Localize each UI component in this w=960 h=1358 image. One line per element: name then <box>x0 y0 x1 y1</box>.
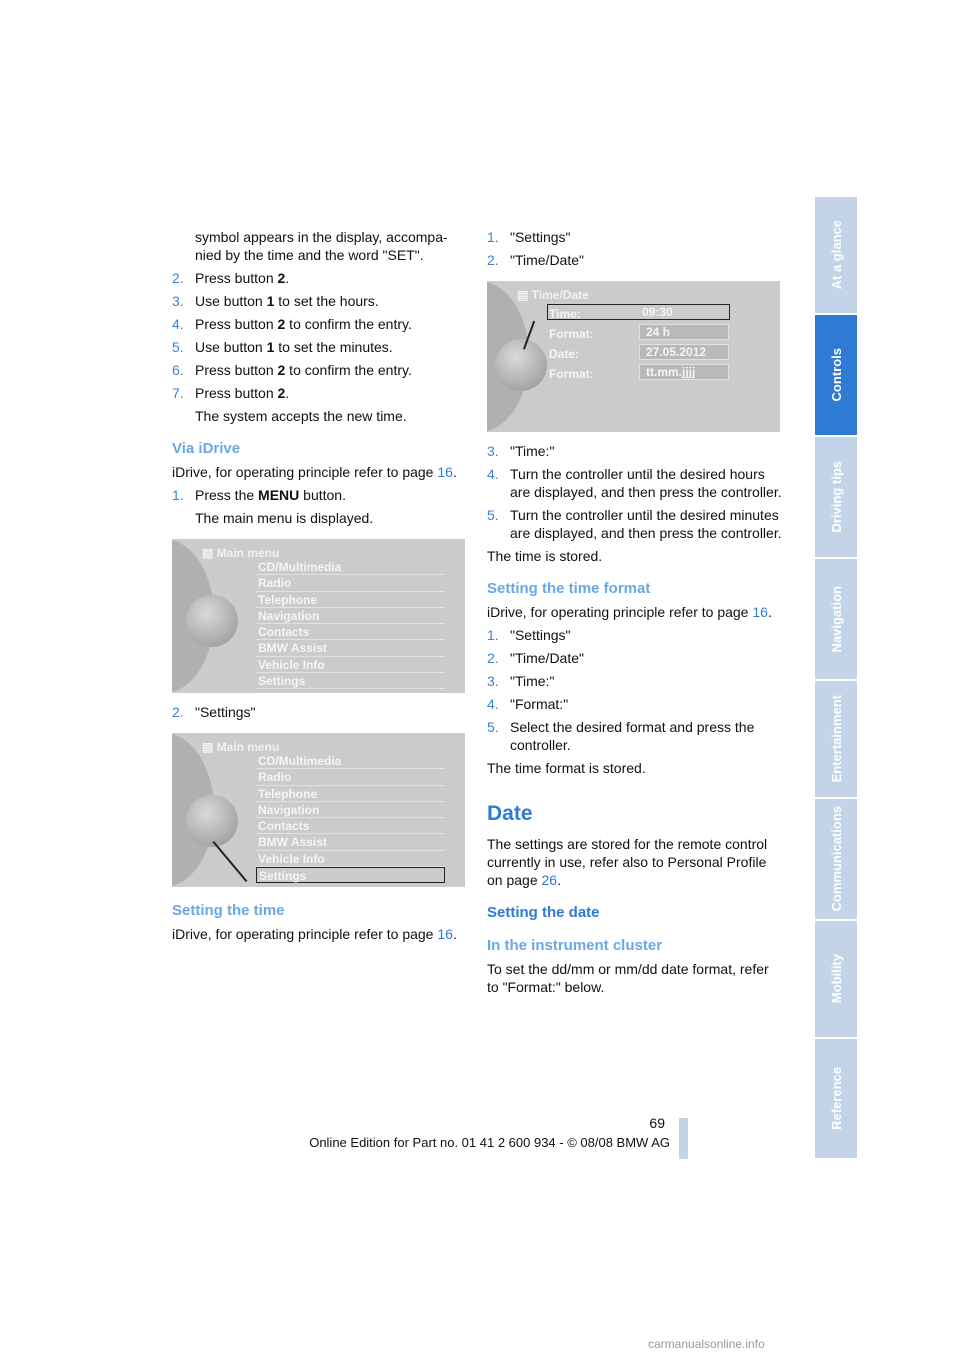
step-item <box>172 338 468 356</box>
format-stored-text: The time format is stored. <box>487 760 646 776</box>
setting-label: Format: <box>549 367 594 381</box>
page-link-16[interactable]: 16 <box>752 604 768 620</box>
step-text-pre: Press button <box>195 362 278 378</box>
sidebar-tab-reference[interactable] <box>815 1039 857 1160</box>
step-number: 2. <box>487 650 499 666</box>
step-text: "Time:" <box>510 443 555 459</box>
step7-continuation: The system accepts the new time. <box>195 408 407 424</box>
page-number: 69 <box>649 1115 665 1131</box>
step-text: Select the desired format and press the controller. <box>510 719 755 753</box>
setting-time-heading: Setting the time <box>172 902 285 919</box>
step-number: 3. <box>487 443 499 459</box>
instrument-cluster-text: To set the dd/mm or mm/dd date format, refer to "Format:" below. <box>487 961 769 995</box>
via-idrive-text: iDrive, for operating principle refer to page 16. <box>172 464 457 480</box>
right-column <box>487 228 782 1001</box>
step-item <box>487 672 782 690</box>
step-item <box>172 361 468 379</box>
watermark: carmanualsonline.info <box>648 1337 765 1351</box>
steps-list-format <box>487 626 782 754</box>
step-text: "Format:" <box>510 696 569 712</box>
section-sidebar <box>815 197 857 1160</box>
sidebar-tab-entertainment[interactable] <box>815 681 857 799</box>
button-number: 2 <box>277 385 286 401</box>
step-text <box>195 292 468 310</box>
step-text: "Time:" <box>510 673 555 689</box>
step-number: 4. <box>487 466 499 482</box>
step-text-post: to confirm the entry. <box>285 316 412 332</box>
step-text: Press the MENU button. <box>195 487 346 503</box>
step-text-post: . <box>285 385 290 401</box>
step-number: 1. <box>172 487 184 503</box>
setting-value: 24 h <box>639 324 729 340</box>
footer-text: Online Edition for Part no. 01 41 2 600 934 - © 08/08 BMW AG <box>309 1135 670 1150</box>
menu-item: Radio <box>256 575 445 591</box>
menu-item: Telephone <box>256 786 445 802</box>
setting-label: Time: <box>549 307 581 321</box>
step-text <box>195 384 468 402</box>
controller-knob-icon <box>186 595 238 647</box>
button-number: 2 <box>277 362 286 378</box>
menu-item: Navigation <box>256 608 445 624</box>
step-text-post: to confirm the entry. <box>285 362 412 378</box>
setting-value: 09:30 <box>547 304 730 320</box>
menu-item: Contacts <box>256 818 445 834</box>
menu-item: Navigation <box>256 802 445 818</box>
step-number: 3. <box>172 293 184 309</box>
menu-items <box>256 753 445 883</box>
gear-icon <box>186 795 238 847</box>
setting-value: 27.05.2012 <box>639 344 729 360</box>
step-text: Turn the controller until the desired hours are displayed, and then press the controller. <box>510 466 782 500</box>
menu-item: CD/Multimedia <box>256 753 445 769</box>
button-number: 1 <box>266 293 275 309</box>
step-item <box>487 718 782 754</box>
sidebar-tab-label: Driving tips <box>828 461 844 533</box>
step-item <box>487 626 782 644</box>
step-item <box>172 292 468 310</box>
menu-item: Settings <box>256 673 445 689</box>
step-text-pre: Press button <box>195 385 278 401</box>
time-stored-text: The time is stored. <box>487 548 603 564</box>
setting-label: Format: <box>549 327 594 341</box>
step-item <box>487 465 782 501</box>
menu-item: BMW Assist <box>256 834 445 850</box>
step-text-pre: Press button <box>195 316 278 332</box>
step-text <box>195 338 468 356</box>
step-item <box>172 269 468 287</box>
screen-title: ▤ Main menu <box>202 546 280 560</box>
step-press-menu <box>172 486 468 504</box>
menu-item: BMW Assist <box>256 640 445 656</box>
sidebar-tab-label: Reference <box>828 1067 844 1130</box>
step-text: "Time/Date" <box>510 650 584 666</box>
step-number: 6. <box>172 362 184 378</box>
step-number: 7. <box>172 385 184 401</box>
step-number: 5. <box>487 507 499 523</box>
step-text <box>195 269 468 287</box>
sidebar-tab-navigation[interactable] <box>815 559 857 681</box>
step-number: 5. <box>487 719 499 735</box>
step-number: 3. <box>487 673 499 689</box>
menu-item: Contacts <box>256 624 445 640</box>
step-item <box>487 649 782 667</box>
step-text: Turn the controller until the desired minutes are displayed, and then press the controller. <box>510 507 782 541</box>
step-text-post: to set the hours. <box>274 293 379 309</box>
step-text: "Time/Date" <box>510 252 584 268</box>
step-text <box>195 315 468 333</box>
step-text: "Settings" <box>510 627 571 643</box>
step-number: 4. <box>487 696 499 712</box>
sidebar-tab-label: At a glance <box>828 220 844 290</box>
step-item <box>487 251 782 269</box>
pointer-line <box>212 841 247 882</box>
time-date-screenshot <box>487 281 780 432</box>
screen-title: ▤ Main menu <box>202 740 280 754</box>
step-text-pre: Use button <box>195 339 267 355</box>
via-idrive-heading: Via iDrive <box>172 440 241 457</box>
step-text-pre: Use button <box>195 293 267 309</box>
sidebar-tab-label: Communications <box>828 806 844 912</box>
sidebar-tab-controls[interactable] <box>815 315 857 437</box>
setting-label: Date: <box>549 347 580 361</box>
sidebar-tab-driving-tips[interactable] <box>815 437 857 559</box>
sidebar-tab-label: Navigation <box>828 585 844 653</box>
steps-list-set-time <box>487 442 782 542</box>
menu-item: Radio <box>256 769 445 785</box>
menu-items <box>256 559 445 689</box>
time-format-text: iDrive, for operating principle refer to page 16. <box>487 604 772 620</box>
sidebar-tab-at-a-glance[interactable] <box>815 197 857 315</box>
step-number: 1. <box>487 229 499 245</box>
sidebar-tab-label: Controls <box>828 348 844 402</box>
intro-continuation: symbol appears in the display, accompa-nied by the time and the word "SET". <box>195 229 448 263</box>
sidebar-tab-label: Mobility <box>828 954 844 1004</box>
page-marker-bar <box>679 1118 688 1159</box>
step-text-post: . <box>285 270 290 286</box>
step-text <box>195 361 468 379</box>
steps-list-buttons <box>172 269 468 402</box>
button-number: 1 <box>266 339 275 355</box>
main-menu-settings-screenshot <box>172 733 465 887</box>
menu-item: Settings <box>256 867 445 883</box>
step-item <box>172 384 468 402</box>
page-link-26[interactable]: 26 <box>541 872 558 888</box>
step-text: "Settings" <box>510 229 571 245</box>
instrument-cluster-heading: In the instrument cluster <box>487 937 663 954</box>
button-number: 2 <box>277 270 286 286</box>
screen-title: ▤ Time/Date <box>517 288 589 302</box>
step-number: 2. <box>487 252 499 268</box>
step-number: 2. <box>172 704 184 720</box>
step-text-post: to set the minutes. <box>274 339 393 355</box>
controller-knob-icon <box>495 339 547 391</box>
step-number: 4. <box>172 316 184 332</box>
step-number: 2. <box>172 270 184 286</box>
step-number: 5. <box>172 339 184 355</box>
menu-item: Vehicle Info <box>256 657 445 673</box>
left-column <box>172 228 468 948</box>
date-intro-text: The settings are stored for the remote control currently in use, refer also to Personal Profile on page 26. <box>487 836 768 888</box>
step-item <box>487 228 782 246</box>
step1-continuation: The main menu is displayed. <box>195 510 374 526</box>
page-link-16[interactable]: 16 <box>437 464 453 480</box>
menu-item: Telephone <box>256 592 445 608</box>
main-menu-screenshot <box>172 539 465 693</box>
setting-time-text: iDrive, for operating principle refer to page 16. <box>172 926 457 942</box>
step-item <box>487 506 782 542</box>
menu-item: CD/Multimedia <box>256 559 445 575</box>
setting-date-heading: Setting the date <box>487 904 600 921</box>
step-text: "Settings" <box>195 704 256 720</box>
time-format-heading: Setting the time format <box>487 580 651 597</box>
step-item <box>487 442 782 460</box>
sidebar-tab-communications[interactable] <box>815 799 857 921</box>
sidebar-tab-label: Entertainment <box>828 695 844 783</box>
step-number: 1. <box>487 627 499 643</box>
step-item <box>487 695 782 713</box>
step-item <box>172 315 468 333</box>
page-link-16[interactable]: 16 <box>437 926 453 942</box>
sidebar-tab-mobility[interactable] <box>815 921 857 1039</box>
date-heading: Date <box>487 802 533 825</box>
button-number: 2 <box>277 316 286 332</box>
step-settings <box>172 703 468 721</box>
step-text-pre: Press button <box>195 270 278 286</box>
menu-item: Vehicle Info <box>256 851 445 867</box>
setting-value: tt.mm.jjjj <box>639 364 729 380</box>
steps-list-time-date <box>487 228 782 269</box>
